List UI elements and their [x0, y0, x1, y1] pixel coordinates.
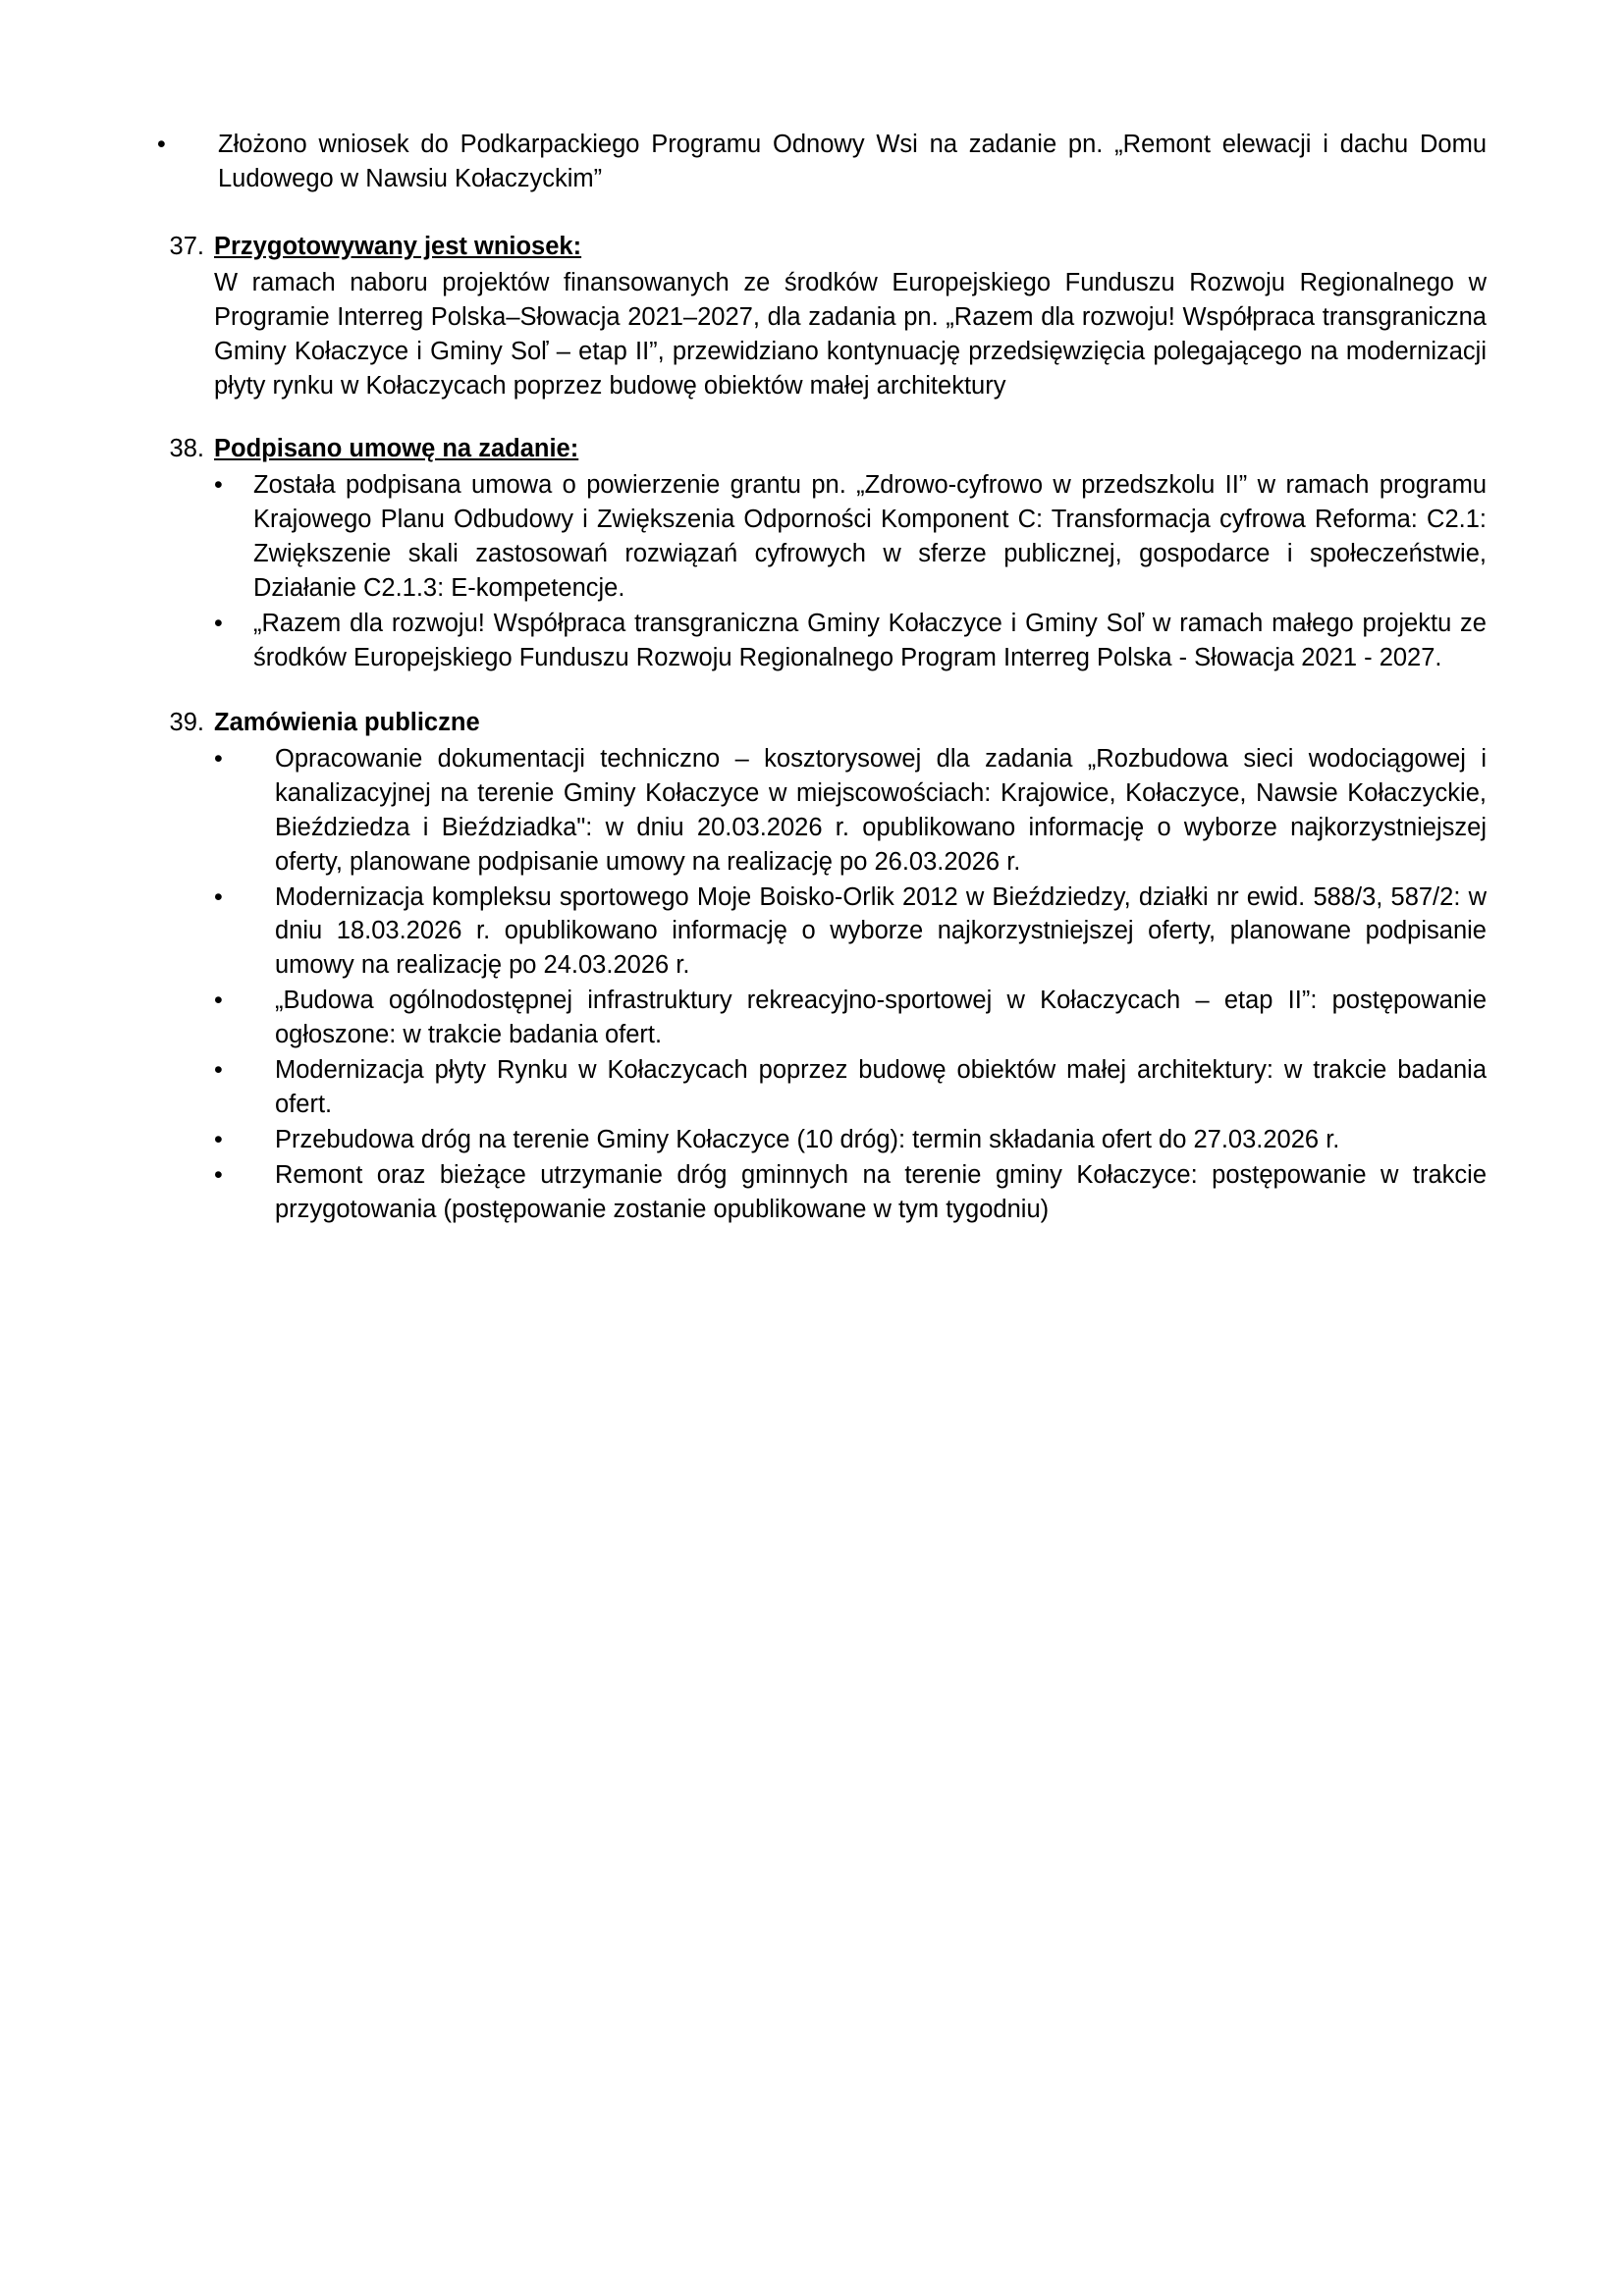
- bullet-icon: •: [214, 744, 223, 773]
- list-item: [214, 742, 1487, 880]
- list-item: [214, 1158, 1487, 1227]
- section-number: 39.: [169, 708, 204, 736]
- section-number: 38.: [169, 435, 204, 463]
- list-item-text: „Razem dla rozwoju! Współpraca transgraniczna Gminy Kołaczyce i Gminy Soľ w ramach małego projektu ze środków Europejskiego Funduszu Rozwoju Regionalnego Program Interreg Polska - Słowacja 2021 - 2027.: [253, 610, 1487, 671]
- section-content: [214, 706, 1487, 1228]
- list-item-text: Modernizacja płyty Rynku w Kołaczycach poprzez budowę obiektów małej architektury: w trakcie badania ofert.: [275, 1056, 1487, 1119]
- bullet-icon: •: [214, 471, 223, 500]
- bullet-icon: •: [214, 1160, 223, 1189]
- list-item-text: Została podpisana umowa o powierzenie grantu pn. „Zdrowo-cyfrowo w przedszkolu II” w ramach programu Krajowego Planu Odbudowy i Zwiększenia Odporności Komponent C: Transformacja cyfrowa Reforma: C2.1: Zwiększenie skali zastosowań rozwiązań cyfrowych w sferze publicznej, gospodarce i społeczeństwie, Działanie C2.1.3: E-kompetencje.: [253, 471, 1487, 603]
- section-bullet-list: [214, 742, 1487, 1227]
- bullet-icon: •: [157, 131, 166, 158]
- section-content: [214, 432, 1487, 675]
- section-number: 37.: [169, 232, 204, 260]
- list-item-text: Remont oraz bieżące utrzymanie dróg gminnych na terenie gminy Kołaczyce: postępowanie w trakcie przygotowania (postępowanie zostanie opublikowane w tym tygodniu): [275, 1160, 1487, 1223]
- list-item: [157, 128, 1487, 196]
- section-content: [214, 230, 1487, 403]
- list-item: [214, 881, 1487, 984]
- list-item-text: Przebudowa dróg na terenie Gminy Kołaczyce (10 dróg): termin składania ofert do 27.03.2026 r.: [275, 1125, 1340, 1153]
- section-heading: Zamówienia publiczne: [214, 708, 480, 736]
- list-item: [214, 984, 1487, 1052]
- list-item-text: Modernizacja kompleksu sportowego Moje Boisko-Orlik 2012 w Bieździedzy, działki nr ewid. 588/3, 587/2: w dniu 18.03.2026 r. opublikowano informację o wyborze najkorzystniejszej oferty, planowane podpisanie umowy na realizację po 24.03.2026 r.: [275, 882, 1487, 980]
- section-bullet-list: [214, 468, 1487, 675]
- list-item-text: „Budowa ogólnodostępnej infrastruktury rekreacyjno-sportowej w Kołaczycach – etap II”: postępowanie ogłoszone: w trakcie badania ofert.: [275, 987, 1487, 1049]
- lead-bullet-list: [157, 128, 1487, 196]
- list-item: [214, 607, 1487, 675]
- section-37: [157, 230, 1487, 403]
- document-body: [157, 128, 1487, 1228]
- list-item-text: Opracowanie dokumentacji techniczno – kosztorysowej dla zadania „Rozbudowa sieci wodociągowej i kanalizacyjnej na terenie Gminy Kołaczyce w miejscowościach: Krajowice, Kołaczyce, Nawsie Kołaczyckie, Bieździedza i Bieździadka": w dniu 20.03.2026 r. opublikowano informację o wyborze najkorzystniejszej oferty, planowane podpisanie umowy na realizację po 26.03.2026 r.: [275, 744, 1487, 876]
- section-heading: Przygotowywany jest wniosek:: [214, 232, 582, 260]
- list-item-text: Złożono wniosek do Podkarpackiego Programu Odnowy Wsi na zadanie pn. „Remont elewacji i dachu Domu Ludowego w Nawsiu Kołaczyckim”: [218, 131, 1487, 192]
- section-paragraph: W ramach naboru projektów finansowanych ze środków Europejskiego Funduszu Rozwoju Regionalnego w Programie Interreg Polska–Słowacja 2021–2027, dla zadania pn. „Razem dla rozwoju! Współpraca transgraniczna Gminy Kołaczyce i Gminy Soľ – etap II”, przewidziano kontynuację przedsięwzięcia polegającego na modernizacji płyty rynku w Kołaczycach poprzez budowę obiektów małej architektury: [214, 268, 1487, 400]
- list-item: [214, 1053, 1487, 1122]
- bullet-icon: •: [214, 1056, 223, 1085]
- bullet-icon: •: [214, 1125, 223, 1153]
- list-item: [214, 1123, 1487, 1157]
- bullet-icon: •: [214, 882, 223, 911]
- bullet-icon: •: [214, 987, 223, 1015]
- section-39: [157, 706, 1487, 1228]
- section-heading: Podpisano umowę na zadanie:: [214, 435, 579, 463]
- bullet-icon: •: [214, 610, 223, 638]
- section-38: [157, 432, 1487, 675]
- list-item: [214, 468, 1487, 606]
